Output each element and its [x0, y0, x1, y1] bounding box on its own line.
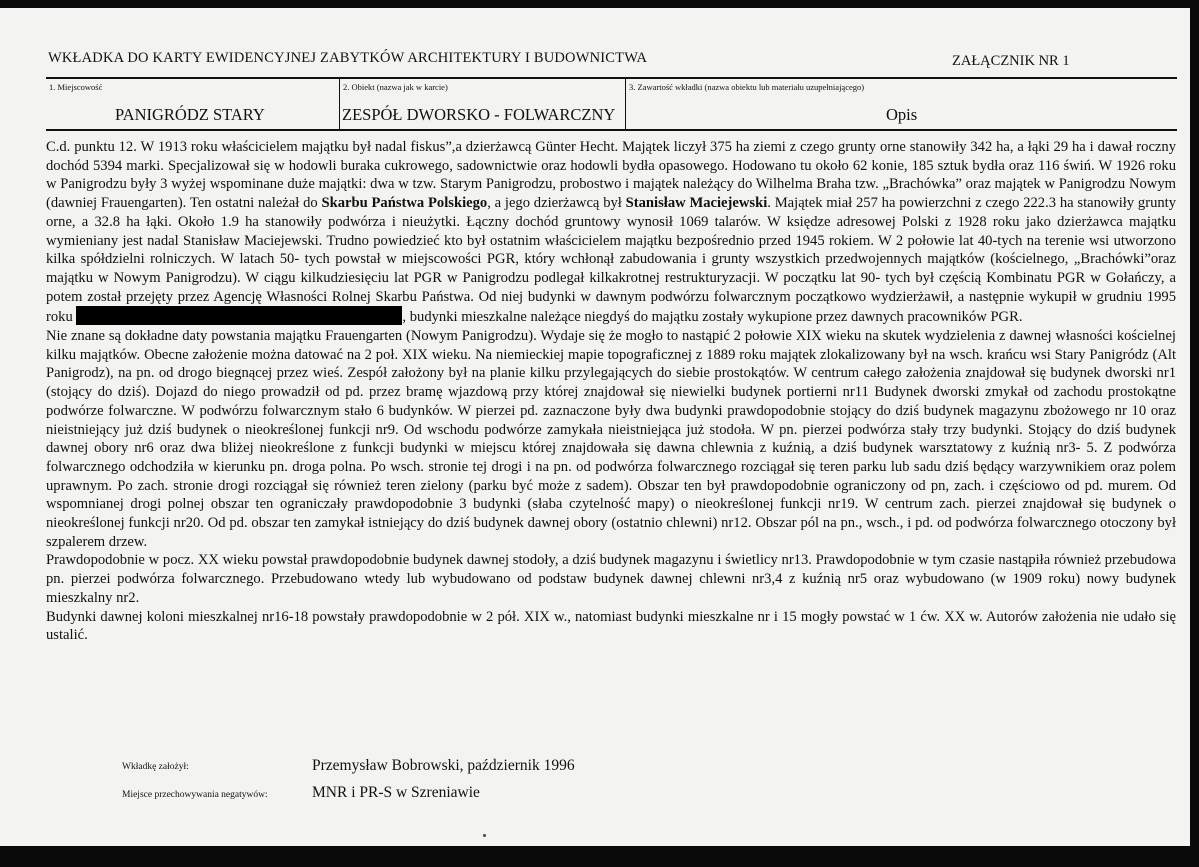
paragraph-1: [46, 138, 1176, 327]
storage-value: MNR i PR-S w Szreniawie: [312, 784, 480, 801]
storage-label: Miejsce przechowywania negatywów:: [122, 790, 268, 800]
header-bottom-rule: [46, 129, 1177, 131]
object-label: 2. Obiekt (nazwa jak w karcie): [343, 82, 448, 92]
attachment-number: ZAŁĄCZNIK NR 1: [952, 53, 1070, 69]
object-value: ZESPÓŁ DWORSKO - FOLWARCZNY: [342, 105, 616, 124]
content-label: 3. Zawartość wkładki (nazwa obiektu lub materiału uzupełniającego): [629, 82, 865, 92]
paragraph-1-text-c: . Majątek miał 257 ha powierzchni z czego 222.3 ha stanowiły grunty orne, a 32.8 ha łąki. Około 1.9 ha stanowiły podwórza i nieużytki. Łączny dochód gruntowy wynosił 1069 talarów. W księdze adresowej Polski z 1928 roku jako dzierżawca majątku wymieniany jest nadal Stanisław Maciejewski. Trudno powiedzieć kto był ostatnim właścicielem majątku bezpośrednio przed 1945 rokiem. W 2 połowie lat 40-tych na terenie wsi utworzono kilka spółdzielni rolniczych. W latach 50- tych powstał w miejscowości PGR, który wchłonął zabudowania i grunty wszystkich przedwojennych majątków (kościelnego, „Brachówki”oraz majątku w Nowym Panigrodzu). W ciągu kilkudziesięciu lat PGR w Panigrodzu podlegał kilkakrotnej restrukturyzacji. W początku lat 90- tych był częścią Kombinatu PGR w Gołańczy, a potem został przejęty przez Agencję Własności Rolnej Skarbu Państwa. Od niej budynki w dawnym podwórzu folwarcznym początkowo wydzierżawił, a następnie wykupił w grudniu 1995 roku: [46, 195, 1177, 326]
place-label: 1. Miejscowość: [49, 82, 103, 92]
bold-maciejewski: Stanisław Maciejewski: [625, 195, 768, 212]
document-title: WKŁADKA DO KARTY EWIDENCYJNEJ ZABYTKÓW ARCHITEKTURY I BUDOWNICTWA: [48, 50, 648, 66]
scan-mark: [483, 834, 486, 837]
author-value: Przemysław Bobrowski, październik 1996: [312, 757, 575, 774]
document-page: [0, 8, 1190, 846]
header-divider-1: [339, 77, 340, 131]
paragraph-1-text-a: C.d. punktu 12. W 1913 roku właścicielem majątku był nadal fiskus”,a dzierżawcą Günter Hecht. Majątek liczył 375 ha ziemi z czego grunty orne stanowiły 342 ha, a łąki 29 ha i dawał roczny dochód 5394 marki. Specjalizował się w hodowli buraka cukrowego, sadownictwie oraz hodowli bydła opasowego. Hodowano tu około 62 konie, 185 sztuk bydła oraz 116 świń. W 1926 roku w Panigrodzu były 3 wyżej wspominane duże majątki: dwa w tzw. Starym Panigrodzu, probostwo i majątek należący do Wilhelma Braha tzw. „Brachówka” oraz majątek w Panigrodzu Nowym (dawniej Frauengarten). Ten ostatni należał do: [46, 139, 1176, 212]
paragraph-2: Nie znane są dokładne daty powstania majątku Frauengarten (Nowym Panigrodzu). Wydaje się że mogło to nastąpić 2 połowie XIX wieku na skutek wydzielenia z dawnej własności kościelnej kilku majątków. Obecne założenie można datować na 2 poł. XIX wieku. Na niemieckiej mapie topograficznej z 1889 roku majątek zlokalizowany był na wsch. krańcu wsi Stary Panigródz (Alt Panigrodz), na pn. od drogo biegnącej przez wieś. Zespół założony był na planie kilku przylegających do siebie prostokątów. W centrum całego założenia znajdował się budynek dworski nr1 (stojący do dziś). Dojazd do niego prowadził od pd. przez bramę wjazdową przy której znajdował się niewielki budynek portierni nr11 Budynek dworski zmykał od zachodu prostokątne podwórze folwarczne. W podwórzu folwarcznym stało 6 budynków. W pierzei pd. zaznaczone były dwa budynki prawdopodobnie stojący do dziś budynek magazynu zbożowego nr 10 oraz nieistniejący już dziś budynek o nieokreślonej funkcji nr9. Od wschodu podwórze zamykała nieistniejąca już stodoła. W pn. pierzei podwórza stały trzy budynki. Stojący do dziś budynek dawnej obory nr6 oraz dwa bliżej nieokreślone z funkcji budynki w miejscu której znajdowała się dawna chlewnia z kuźnią, a dziś budynek warsztatowy z kuźnią nr3- 5. Z podwórza folwarcznego odchodziła w kierunku pn. droga polna. Po wsch. stronie tej drogi i na pn. od podwórza folwarcznego rozciągał się teren parku lub sadu dziś będący warzywnikiem oraz polem uprawnym. Po zach. stronie drogi rozciągał się również teren zielony (parku być może z sadem). Obszar ten był prawdopodobnie ograniczony od pn, zach. i częściowo od pd. murem. Od wspomnianej drogi polnej obszar ten ograniczały prawdopodobnie 3 budynki (słaba czytelność mapy) o nieokreślonej funkcji nr19. W centrum zach. pierzei znajdował się budynek o nieokreślonej funkcji nr20. Od pd. obszar ten zamykał istniejący do dziś budynek dawnej obory (ostatnio chlewni) nr12. Obszar pól na pn., wsch., i pd. od podwórza folwarcznego otoczony był szpalerem drzew.: [46, 328, 1176, 550]
header-divider-2: [625, 77, 626, 131]
paragraph-1-text-b: , a jego dzierżawcą był: [487, 195, 622, 212]
content-value: Opis: [886, 105, 918, 124]
redaction-bar: [76, 306, 402, 325]
place-value: PANIGRÓDZ STARY: [115, 105, 265, 124]
description-body: [46, 138, 1176, 645]
paragraph-3: Prawdopodobnie w pocz. XX wieku powstał prawdopodobnie budynek dawnej stodoły, a dziś budynek magazynu i świetlicy nr13. Prawdopodobnie w tym czasie nastąpiła również przebudowa pn. pierzei podwórza folwarcznego. Przebudowano wtedy lub wybudowano od podstaw budynek dawnej chlewni nr3,4 z kuźnią nr5 oraz wybudowano (w 1909 roku) nowy budynek mieszkalny nr2.: [46, 552, 1176, 606]
header-top-rule: [46, 77, 1177, 79]
author-label: Wkładkę założył:: [122, 762, 189, 772]
paragraph-4: Budynki dawnej koloni mieszkalnej nr16-18 powstały prawdopodobnie w 2 pół. XIX w., natomiast budynki mieszkalne nr i 15 mogły powstać w 1 ćw. XX w. Autorów założenia nie udało się ustalić.: [46, 608, 1176, 644]
bold-skarb-panstwa: Skarbu Państwa Polskiego: [321, 195, 488, 212]
paragraph-1-text-d: , budynki mieszkalne należące niegdyś do majątku zostały wykupione przez dawnych pracowników PGR.: [402, 309, 1023, 326]
